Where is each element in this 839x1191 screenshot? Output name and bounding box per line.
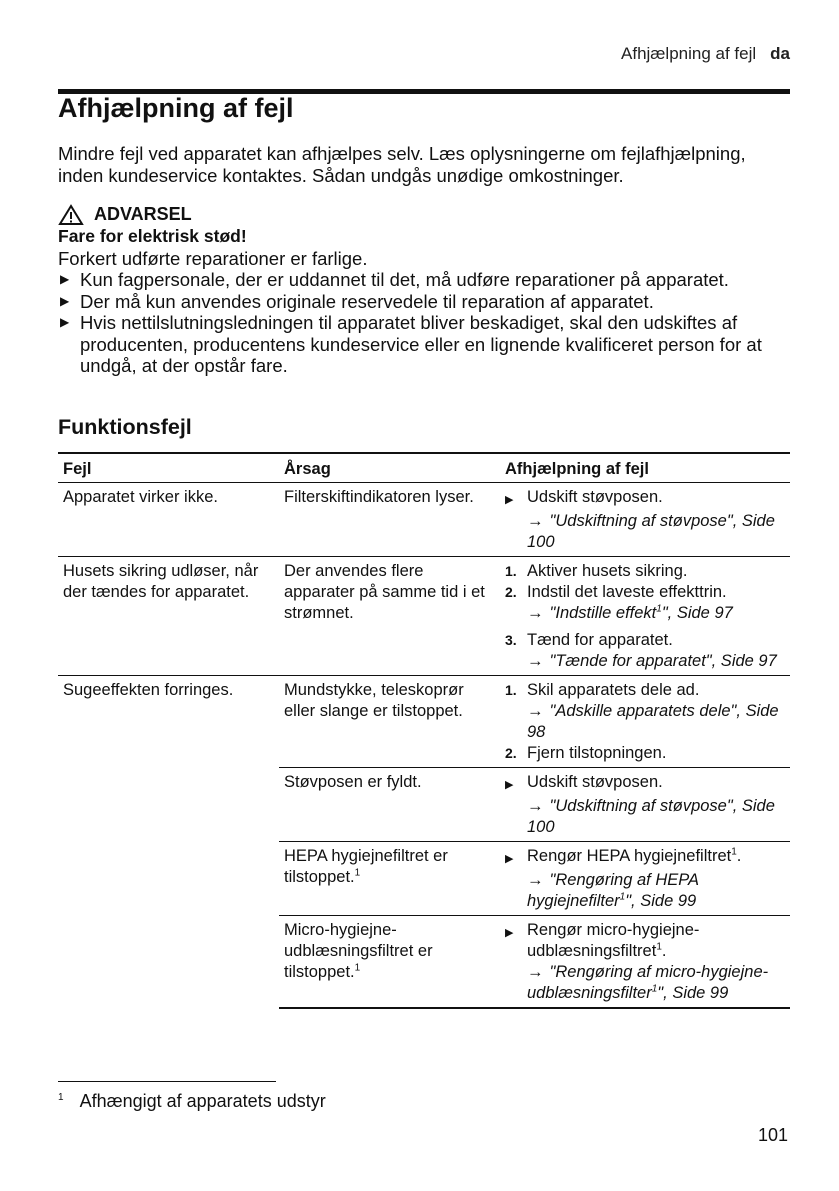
bullet-icon: ▶ [505,779,514,791]
bullet-icon: ▶ [505,853,514,865]
cross-reference[interactable]: → "Rengøring af HEPA hygiejnefilter$^1$", Side 99 [527,871,699,910]
cross-reference[interactable]: → "Rengøring af micro-hygiejne-udblæsningsfilter$^1$", Side 99 [527,963,769,1002]
warning-text: Forkert udførte reparationer er farlige. [58,247,368,269]
bullet-icon: ▶ [505,927,514,939]
arrow-icon: → [527,604,544,622]
troubleshooting-table [58,452,790,1009]
cause-cell: Støvposen er fyldt. [279,768,500,842]
list-item: ▶ Der må kun anvendes originale reservedele til reparation af apparatet. [60,290,654,312]
page-title: Afhjælpning af fejl [58,93,294,123]
header-lang: da [770,44,790,63]
cause-cell: Micro-hygiejne-udblæsningsfiltret er tilstoppet.$^1$ [279,916,500,1009]
bullet-icon: ▶ [60,315,70,329]
header-section: Afhjælpning af fejl [621,44,757,63]
cross-reference[interactable]: → "Adskille apparatets dele", Side 98 [527,702,779,741]
warning-list [58,269,793,377]
fault-cell: Apparatet virker ikke. [63,488,218,506]
footnote-mark: 1 [58,1092,64,1103]
arrow-icon: → [527,512,544,530]
warning-label: ADVARSEL [94,204,192,225]
fault-cell: Sugeeffekten forringes. [58,676,279,1009]
bullet-icon: ▶ [60,293,70,308]
remedy-cell: ▶ Rengør HEPA hygiejnefiltret$^1$. → "Rengøring af HEPA hygiejnefilter$^1$", Side 99 [500,842,790,916]
arrow-icon: → [527,871,544,889]
intro-text: Mindre fejl ved apparatet kan afhjælpes selv. Læs oplysningerne om fejlafhjælpning, inden kundeservice kontaktes. Sådan undgås unødige omkostninger. [58,143,746,186]
cause-cell: Mundstykke, teleskoprør eller slange er tilstoppet. [279,676,500,768]
arrow-icon: → [527,652,544,670]
page-number: 101 [757,1125,788,1145]
footnote-text: Afhængigt af apparatets udstyr [79,1091,326,1111]
table-row [58,483,790,557]
footnote [58,1091,326,1112]
arrow-icon: → [527,702,544,720]
cross-reference[interactable]: → "Udskiftning af støvpose", Side 100 [527,512,775,551]
cause-cell: Filterskiftindikatoren lyser. [284,488,474,506]
list-item: ▶ Hvis nettilslutningsledningen til apparatet bliver beskadiget, skal den udskiftes af producenten, producentens kundeservice eller en lignende kvalificeret person for at undgå, at der opstår fare. [60,312,762,376]
warning-title [58,204,793,226]
cross-reference[interactable]: → "Indstille effekt$^1$", Side 97 [527,603,733,622]
fault-cell: Husets sikring udløser, når der tændes for apparatet. [58,557,279,676]
list-item: ▶ Kun fagpersonale, der er uddannet til det, må udføre reparationer på apparatet. [60,269,729,290]
bullet-icon: ▶ [60,272,70,286]
cross-reference[interactable]: → "Udskiftning af støvpose", Side 100 [527,797,775,836]
remedy-cell: 1. Aktiver husets sikring. 2. Indstil det laveste effekttrin. → "Indstille effekt$^1$", Side 97 3. Tænd for apparatet. → "Tænde for apparatet", Side 97 [500,557,790,676]
cause-cell: HEPA hygiejnefiltret er tilstoppet.$^1$ [279,842,500,916]
cause-cell: Der anvendes flere apparater på samme tid i et strømnet. [279,557,500,676]
remedy-cell: 1. Skil apparatets dele ad. → "Adskille apparatets dele", Side 98 2. Fjern tilstopningen. [500,676,790,768]
table-row [58,557,790,676]
cross-reference[interactable]: → "Tænde for apparatet", Side 97 [527,652,777,670]
remedy-cell: ▶ Udskift støvposen. → "Udskiftning af støvpose", Side 100 [500,483,790,557]
arrow-icon: → [527,797,544,815]
warning-icon [58,204,84,226]
table-row [58,676,790,768]
col-header-remedy: Afhjælpning af fejl [500,453,790,483]
footnote-rule [58,1081,276,1082]
warning-subtitle: Fare for elektrisk stød! [58,226,247,246]
remedy-cell: ▶ Udskift støvposen. → "Udskiftning af støvpose", Side 100 [500,768,790,842]
section-title: Funktionsfejl [58,415,192,439]
warning-box [58,204,793,377]
running-header [621,44,790,64]
col-header-fault: Fejl [58,453,279,483]
col-header-cause: Årsag [279,453,500,483]
bullet-icon: ▶ [505,494,514,506]
remedy-cell: ▶ Rengør micro-hygiejne-udblæsningsfiltret$^1$. → "Rengøring af micro-hygiejne-udblæsningsfilter$^1$", Side 99 [500,916,790,1009]
arrow-icon: → [527,963,544,981]
